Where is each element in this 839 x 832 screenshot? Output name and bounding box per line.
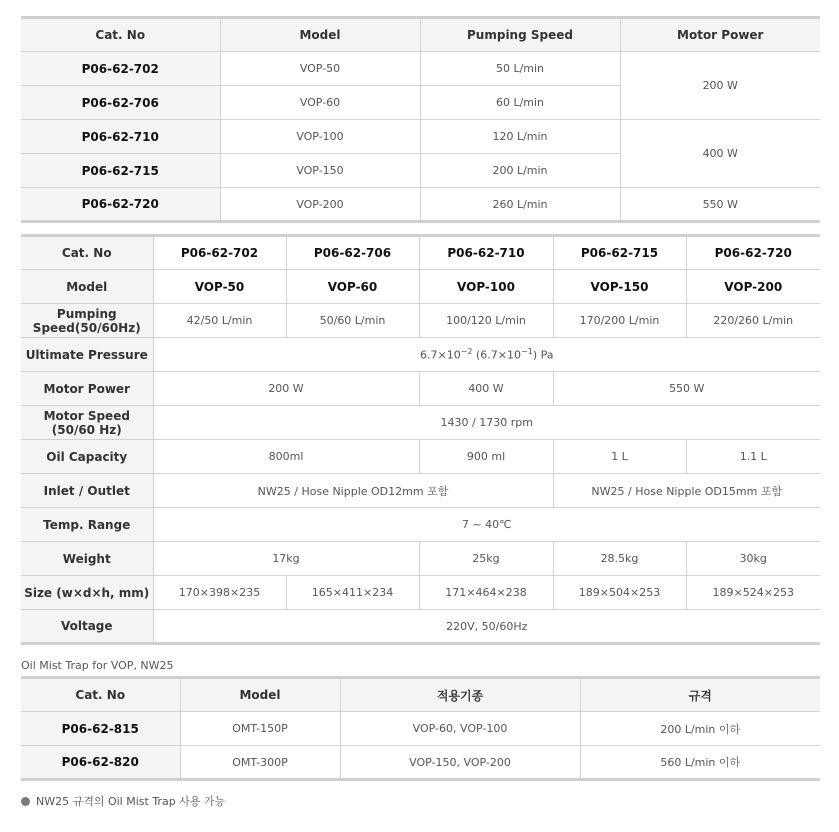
table-row [21,236,820,270]
table-row [21,440,820,474]
speed-cell: 120 L/min [420,120,620,154]
power-cell: 200 W [153,372,419,406]
cat-no-cell: P06-62-715 [21,154,220,188]
speed-cell: 60 L/min [420,86,620,120]
model-cell: VOP-50 [153,270,286,304]
table-row [21,474,820,508]
table-row [21,610,820,644]
table-row [21,338,820,372]
cat-no-cell: P06-62-710 [21,120,220,154]
header-motor-power: Motor Power [620,18,820,52]
weight-cell: 28.5kg [553,542,686,576]
header-model: Model [220,18,420,52]
header-pumping-speed: Pumping Speed [420,18,620,52]
power-cell: 400 W [620,120,820,188]
cat-no-cell: P06-62-720 [686,236,820,270]
cat-no-cell: P06-62-702 [21,52,220,86]
label-inlet-outlet: Inlet / Outlet [21,474,153,508]
model-cell: VOP-200 [686,270,820,304]
size-cell: 171×464×238 [419,576,553,610]
table-row [21,712,820,746]
table-row [21,542,820,576]
label-ultimate-pressure: Ultimate Pressure [21,338,153,372]
weight-cell: 25kg [419,542,553,576]
cat-no-cell: P06-62-706 [286,236,419,270]
oil-mist-trap-table [21,676,820,781]
model-cell: VOP-100 [220,120,420,154]
table-row [21,576,820,610]
power-cell: 550 W [620,188,820,222]
label-oil-capacity: Oil Capacity [21,440,153,474]
table-row [21,372,820,406]
label-pumping-speed [21,304,153,338]
oil-cell: 800ml [153,440,419,474]
speed-cell: 100/120 L/min [419,304,553,338]
spec-cell: 560 L/min 이하 [580,746,820,780]
table-row [21,746,820,780]
model-cell: VOP-60 [286,270,419,304]
model-cell: VOP-200 [220,188,420,222]
label-weight: Weight [21,542,153,576]
model-cell: VOP-150 [553,270,686,304]
model-cell: VOP-150 [220,154,420,188]
header-applicable-models: 적용기종 [340,678,580,712]
table-header-row [21,18,820,52]
ultimate-b: (6.7×10 [472,348,522,362]
table-row [21,188,820,222]
size-cell: 189×504×253 [553,576,686,610]
motor-speed-cell: 1430 / 1730 rpm [153,406,820,440]
label-line: Pumping [56,306,117,321]
label-line: Motor Speed [43,408,130,423]
table-row [21,406,820,440]
table-row [21,52,820,86]
inlet-cell: NW25 / Hose Nipple OD15mm 포함 [553,474,820,508]
spec-cell: 200 L/min 이하 [580,712,820,746]
footnote [21,793,225,809]
cat-no-cell: P06-62-706 [21,86,220,120]
label-model: Model [21,270,153,304]
apply-cell: VOP-60, VOP-100 [340,712,580,746]
table-header-row [21,678,820,712]
bullet-icon [21,797,30,806]
cat-no-cell: P06-62-702 [153,236,286,270]
header-model: Model [180,678,340,712]
model-cell: VOP-50 [220,52,420,86]
pump-spec-table [21,234,820,645]
label-temp-range: Temp. Range [21,508,153,542]
header-cat-no: Cat. No [21,678,180,712]
table-row [21,120,820,154]
ultimate-a-exp: −2 [460,347,473,357]
size-cell: 170×398×235 [153,576,286,610]
cat-no-cell: P06-62-820 [21,746,180,780]
speed-cell: 220/260 L/min [686,304,820,338]
oil-cell: 1 L [553,440,686,474]
label-voltage: Voltage [21,610,153,644]
table-row [21,270,820,304]
size-cell: 189×524×253 [686,576,820,610]
header-spec: 규격 [580,678,820,712]
weight-cell: 30kg [686,542,820,576]
cat-no-cell: P06-62-815 [21,712,180,746]
header-cat-no: Cat. No [21,18,220,52]
cat-no-cell: P06-62-710 [419,236,553,270]
speed-cell: 260 L/min [420,188,620,222]
label-line: Speed(50/60Hz) [32,320,141,335]
oil-cell: 1.1 L [686,440,820,474]
speed-cell: 42/50 L/min [153,304,286,338]
label-motor-power: Motor Power [21,372,153,406]
label-line: (50/60 Hz) [51,422,122,437]
oil-mist-trap-caption: Oil Mist Trap for VOP, NW25 [21,659,174,672]
cat-no-cell: P06-62-715 [553,236,686,270]
speed-cell: 170/200 L/min [553,304,686,338]
size-cell: 165×411×234 [286,576,419,610]
voltage-cell: 220V, 50/60Hz [153,610,820,644]
model-cell: OMT-150P [180,712,340,746]
ultimate-a: 6.7×10 [420,348,461,362]
inlet-cell: NW25 / Hose Nipple OD12mm 포함 [153,474,553,508]
power-cell: 550 W [553,372,820,406]
power-cell: 200 W [620,52,820,120]
temp-cell: 7 ~ 40℃ [153,508,820,542]
ultimate-c: ) Pa [532,348,554,362]
speed-cell: 50/60 L/min [286,304,419,338]
ultimate-b-exp: −1 [521,347,533,357]
pump-summary-table [21,16,820,223]
speed-cell: 50 L/min [420,52,620,86]
apply-cell: VOP-150, VOP-200 [340,746,580,780]
label-size: Size (w×d×h, mm) [21,576,153,610]
speed-cell: 200 L/min [420,154,620,188]
label-motor-speed [21,406,153,440]
table-row [21,508,820,542]
weight-cell: 17kg [153,542,419,576]
ultimate-pressure-cell [153,338,820,372]
model-cell: OMT-300P [180,746,340,780]
model-cell: VOP-60 [220,86,420,120]
cat-no-cell: P06-62-720 [21,188,220,222]
label-cat-no: Cat. No [21,236,153,270]
model-cell: VOP-100 [419,270,553,304]
oil-cell: 900 ml [419,440,553,474]
power-cell: 400 W [419,372,553,406]
footnote-text: NW25 규격의 Oil Mist Trap 사용 가능 [36,795,226,808]
table-row [21,304,820,338]
